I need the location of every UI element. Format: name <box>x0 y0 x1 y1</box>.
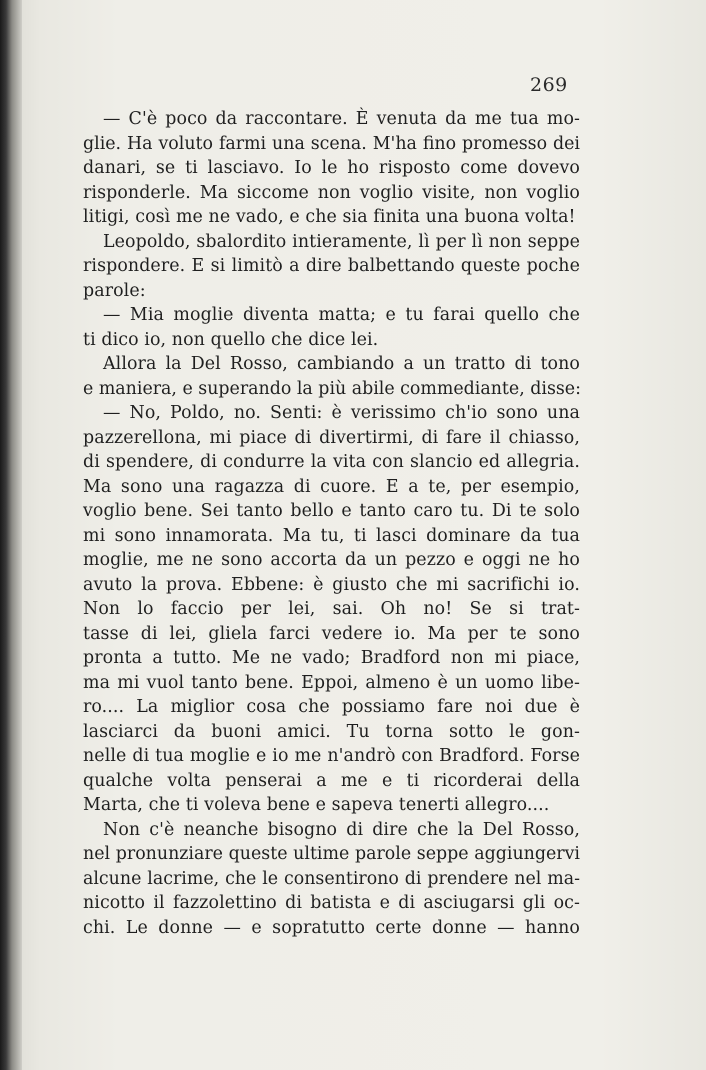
text-line: ro.... La miglior cosa che possiamo fare noi due è <box>83 697 580 717</box>
text-line: Ma sono una ragazza di cuore. E a te, per esempio, <box>83 476 580 497</box>
text-line: pronta a tutto. Me ne vado; Bradford non mi piace, <box>83 648 580 668</box>
text-line: moglie, me ne sono accorta da un pezzo e oggi ne ho <box>83 550 580 570</box>
text-line: Marta, che ti voleva bene e sapeva tenerti allegro.... <box>83 795 550 815</box>
text-line: — No, Poldo, no. Senti: è verissimo ch'io sono una <box>103 403 580 423</box>
text-line: ti dico io, non quello che dice lei. <box>83 329 379 350</box>
text-line: voglio bene. Sei tanto bello e tanto caro tu. Di te solo <box>83 501 580 521</box>
text-line: nelle di tua moglie e io me n'andrò con Bradford. Forse <box>83 746 580 766</box>
book-spine-shadow <box>0 0 22 1070</box>
text-line: qualche volta penserai a me e ti ricorderai della <box>83 770 580 791</box>
text-line: — C'è poco da raccontare. È venuta da me tua mo- <box>103 109 580 129</box>
text-line: nicotto il fazzolettino di batista e di asciugarsi gli oc- <box>83 893 580 913</box>
text-line: nel pronunziare queste ultime parole seppe aggiungervi <box>83 844 580 864</box>
text-line: Leopoldo, sbalordito intieramente, lì per lì non seppe <box>103 231 580 252</box>
text-line: tasse di lei, gliela farci vedere io. Ma per te sono <box>83 623 580 644</box>
body-text <box>83 107 580 940</box>
text-line: alcune lacrime, che le consentirono di prendere nel ma- <box>83 868 580 889</box>
text-line: e maniera, e superando la più abile commediante, disse: <box>83 378 581 399</box>
text-line: ma mi vuol tanto bene. Eppoi, almeno è un uomo libe- <box>83 672 580 693</box>
text-line: mi sono innamorata. Ma tu, ti lasci dominare da tua <box>83 525 580 546</box>
text-line: danari, se ti lasciavo. Io le ho risposto come dovevo <box>83 158 580 178</box>
text-line: Allora la Del Rosso, cambiando a un tratto di tono <box>103 354 580 374</box>
text-line: rispondere. E si limitò a dire balbettando queste poche <box>83 256 580 276</box>
text-line: litigi, così me ne vado, e che sia finita una buona volta! <box>83 207 576 227</box>
text-line: parole: <box>83 280 146 301</box>
text-line: Non lo faccio per lei, sai. Oh no! Se si trat- <box>83 599 580 619</box>
page-number: 269 <box>530 74 568 96</box>
text-line: pazzerellona, mi piace di divertirmi, di fare il chiasso, <box>83 427 580 448</box>
text-line: lasciarci da buoni amici. Tu torna sotto le gon- <box>83 721 580 742</box>
text-line: Non c'è neanche bisogno di dire che la Del Rosso, <box>103 819 580 840</box>
text-line: risponderle. Ma siccome non voglio visite, non voglio <box>83 182 580 203</box>
text-line: — Mia moglie diventa matta; e tu farai quello che <box>103 305 580 325</box>
text-line: avuto la prova. Ebbene: è giusto che mi sacrifichi io. <box>83 574 580 595</box>
text-line: chi. Le donne — e sopratutto certe donne — hanno <box>83 917 580 938</box>
text-line: glie. Ha voluto farmi una scena. M'ha fino promesso dei <box>83 133 580 154</box>
text-line: di spendere, di condurre la vita con slancio ed allegria. <box>83 452 580 472</box>
